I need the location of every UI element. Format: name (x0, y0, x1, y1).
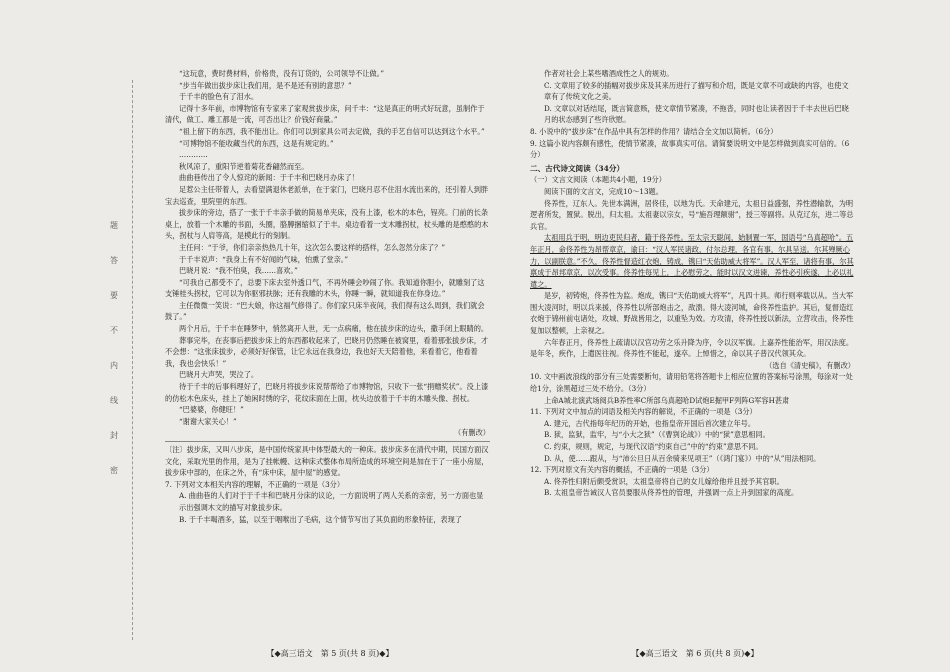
binding-char: 不 (110, 326, 118, 335)
story-paragraph: “祖上留下的东西，我不能出让。你们可以到家具公司去定做，我的手艺自信可以达到这个水平。” (179, 126, 485, 136)
question-7-option-b: B. 于千丰喝酒多，猛，以至于咽喉出了毛病，这个情节写出了其负面的形象特征，表现了 (179, 514, 462, 524)
page-5-column (165, 68, 490, 525)
story-paragraph: 秋风凉了，重阳节逆着菊花香翩然而至。 (179, 161, 309, 171)
reading-instruction: 阅读下面的文言文，完成10～13题。 (544, 186, 663, 196)
classical-paragraph: 是岁，初铸炮，佟养性为监。炮成，镌曰“天佑助威大将军”，凡四十具。师行则率载以从。当大军围大凌河时，明以兵来援，佟养性以所部炮击之，敌溃。得大凌河城，命佟养性监护。其后，复督造红衣炮于锦州前屯诸处，攻城、野战皆用之，以重坠为效。方攻清，佟养性授以新法，立营攻击，佟养性复加以整顿，上亲视之。 (530, 291, 854, 336)
question-10-stem: 10. 文中画波浪线的部分有三处需要断句，请用铅笔将答题卡上相应位置的答案标号涂黑，每涂对一处给1分，涂黑超过三处不给分。（3分） (530, 372, 853, 394)
classical-source: （选自《清史稿》，有删改） (765, 360, 855, 370)
question-12-option-b: B. 太祖皇帝告诫汉人官员要服从佟养性的管理，并强调一点上升到国家的高度。 (544, 488, 799, 498)
story-paragraph: 足惹公主任带着人，去看望满退休老派单，在于家门，巴晓月忍不住泪水流出来的，还引着人到胖宝去巡查，里院里的东西。 (165, 184, 489, 206)
story-paragraph: 葬事完毕，在丧事后把拔步床上的东西都收起来了，巴晓月仍然睡在被窝里，看着那张拔步床，才不会想：“这张床拔步，必须好好保管，让它永远在我身边，我也好天天陪着他，来看着它，他看着我，我也会快乐！” (165, 335, 489, 368)
subsection-heading: （一）文言文阅读（本题共4小题，19分） (530, 175, 666, 185)
question-7-option-a: A. 曲曲巷的人们对于于千丰和巴晓月分床的议论，一方面说明了两人关系的亲密，另一方面也显示出强调木文的描写对象拔步床。 (179, 491, 484, 512)
binding-char: 内 (110, 361, 118, 370)
story-paragraph: “谢谢大家关心！” (179, 416, 237, 426)
story-paragraph: “可我自己都受不了，总要下床去室外透口气，不再外睡会吵闹了你。我知道你胆小，就雕刻了这支锤桂头拐杖，它可以为你驱邪扶脉；还有我雕的木头，你睡一瞬，就知道我在你身边。” (165, 277, 485, 299)
question-12-stem: 12. 下列对原文有关内容的概括，不正确的一项是（3分） (530, 465, 714, 475)
story-paragraph: 两个月后，于千丰在睡梦中，悄然离开人世，无一点病痛，他在拔步床的边头，撒手闭上眼睛的。 (179, 324, 489, 334)
story-paragraph: “步当年做出拔步床让我们用，是不是还有别的意思？” (179, 80, 352, 90)
question-7-option-c: C. 文章用了较多的插幅对拔步床及其来历进行了描写和介绍，既是文章不可或缺的内容，也使文章有了传统文化之美。 (544, 80, 849, 102)
binding-char: 线 (110, 396, 118, 405)
story-paragraph: 于千丰说声：“我身上有不好闻的气味，怕熏了堂亲。” (179, 254, 349, 264)
classical-paragraph: 佟养性，辽东人。先世本满洲，居佟佳，以地为氏。天命建元，太祖日益盛强，养性潜输款，为明逻者所发，置狱。脱出，归太祖。太祖妻以宗女，号“施吾理额驸”，授三等副将。从克辽东，进二等总兵官。 (530, 198, 854, 231)
page-6-column (530, 68, 855, 499)
question-12-option-a: A. 佟养性归附后颇受赏识，太祖皇帝将自己的女儿嫁给他并且授予其官职。 (544, 476, 784, 486)
question-11-option-a: A. 建元，古代指每年纪历的开始，也指皇帝开国后首次建立年号。 (544, 418, 756, 428)
page-footer-right: 【◆高三语文 第 6 页(共 8 页)◆】 (631, 649, 759, 658)
question-11-option-d: D. 从，使……跟从，与“沛公旦日从百余骑来见项王”（《鸿门宴》）中的“从”用法相同。 (544, 453, 821, 463)
story-paragraph: 巴晓月大声哭，哭泣了。 (179, 370, 259, 380)
question-7-option-d: D. 文章以对话结尾，既言简意赅，使文章情节紧凑，不拖沓，同时也让读者因于千丰去世后巴晓月的状态感到了些许欣慰。 (544, 103, 849, 125)
question-11-stem: 11. 下列对文中加点的词语及相关内容的解说，不正确的一项是（3分） (530, 407, 757, 417)
story-paragraph: ………… (179, 150, 208, 160)
question-9: 9. 这篇小说内容颇有感性，使情节紧凑，故事真实可信。请简要说明文中是怎样做到真实可信的。（6分） (530, 138, 850, 160)
question-11-option-c: C. 约束，规则，规定，与现代汉语“约束自己”中的“约束”意思不同。 (544, 442, 763, 451)
story-paragraph: 记得十多年前，市博物馆有专家来了家观赏拔步床，问千丰：“这是真正的明式好玩意，虽制作于清代，做工、雕工都是一流，可否出让？价钱好商量。” (165, 103, 485, 125)
story-paragraph: 巴晓月说：“我不怕臭，我……喜欢。” (179, 266, 298, 276)
question-7-option-b-cont: 作者对社会上某些嗜酒成性之人的规劝。 (544, 69, 674, 78)
story-paragraph: 曲曲巷传出了令人惊诧的新闻：于千丰和巴晓月办床了！ (179, 173, 359, 183)
question-8: 8. 小说中的“拔步床”在作品中具有怎样的作用？请结合全文加以简析。（6分） (530, 126, 778, 136)
story-paragraph: 主任问：“于爷，你们亲亲热热几十年，这次怎么要这样的搭样，怎么忽然分床了？” (179, 242, 446, 252)
page-footer-left: 【◆高三语文 第 5 页(共 8 页)◆】 (266, 649, 394, 658)
question-7-stem: 7. 下列对文本相关内容的理解，不正确的一项是（3分） (165, 479, 345, 489)
binding-char: 密 (110, 466, 118, 475)
story-paragraph: 于千丰的脸色有了泪水。 (179, 92, 259, 102)
classical-paragraph: 六年春正月，佟养性上疏请以汉官功劳之乐升降为序，令以汉军旗。上嘉养性能治军，用汉法度。是年冬，疾作，上遣医往视。佟养性不能起，遂卒。上悼惜之，命以其子普汉代领其众。 (530, 337, 854, 359)
binding-margin (104, 80, 133, 640)
binding-char: 题 (110, 221, 118, 230)
story-paragraph: 待于千丰的后事料理好了，巴晓月将拔步床说帮帮给了市博物馆，只收下一张“捐赠奖状”。没上漆的仿松木色床头，挂上了她闲时绣的字，花纹床面在上面，枕头边放着于千丰的木雕头像、拐杖。 (165, 382, 489, 403)
story-paragraph: 拔步床的旁边，搭了一张于千丰亲手做的简易单夹床，没有上漆，松木的本色，锃亮。门前的长条桌上，放着一个木雕的书面，头圈，胳膊捆缩似了于丰。桌边看着一支木雕拐杖，杖头雕的是憨憨的木头，拐杖与人肩等高，是模此行的刻制。 (165, 208, 489, 241)
footnote: 〔注〕拔步床，又叫八步床，是中国传统家具中体型最大的一种床。拔步床多在清代中期，民国方面汉文化，采取光里的作用，是为了挂帐幔、这种床式整体布局所造成的环境空间是加在于了一座小房屋，拔步床中部的，在床之外，有“床中床，屋中屋”的感觉。 (165, 441, 490, 479)
story-paragraph: “这玩意，费时费材料，价格贵，没有订货的，公司领导不让做。” (179, 69, 385, 78)
question-11-option-b: B. 狱，监狱，监牢，与“小大之狱”（《曹刿论战》）中的“狱”意思相同。 (544, 430, 770, 440)
binding-char: 答 (110, 256, 118, 265)
classical-paragraph: 太祖用兵于明，明边吏民归者，籍于佟养性。至太宗天聪间，始制置一军，国语号“乌真超哈”。五年正月，命佟养性为昂帮章京，谕曰：“汉人军民诸政，付尔总理，各官有事，尔具呈送。尔其殚厥心力，以副朕意。”不久，佟养性督造红衣炮，铸成，镌曰“天佑助威大将军”。汉人军至，诸将有事，尔其禀成于昂邦章京，以次受事。佟养性每见上，上必慰劳之，能时以汉文进谏，养性必引疾遂，上必以礼遣之。 (530, 233, 854, 289)
story-paragraph: 主任微微一笑说：“巴大娘，你这福气修得了。你们家只床半夜间，我们得有这么周到，我们就会鼓了。” (165, 300, 485, 322)
section-heading: 二、古代诗文阅读（34分） (530, 163, 625, 173)
story-paragraph: “巴婆婆，你健旺！” (179, 405, 244, 415)
binding-char: 封 (110, 431, 118, 440)
source-note: （有删改） (454, 428, 490, 438)
question-10-options: 上命A城北演武场阅兵B养性率C所部乌真超哈D试炮E掘甲F列阵G军容H甚肃 (544, 395, 790, 405)
story-paragraph: “可博物馆不能收藏当代的东西，这是有规定的。” (179, 138, 334, 148)
binding-char: 要 (110, 291, 118, 300)
